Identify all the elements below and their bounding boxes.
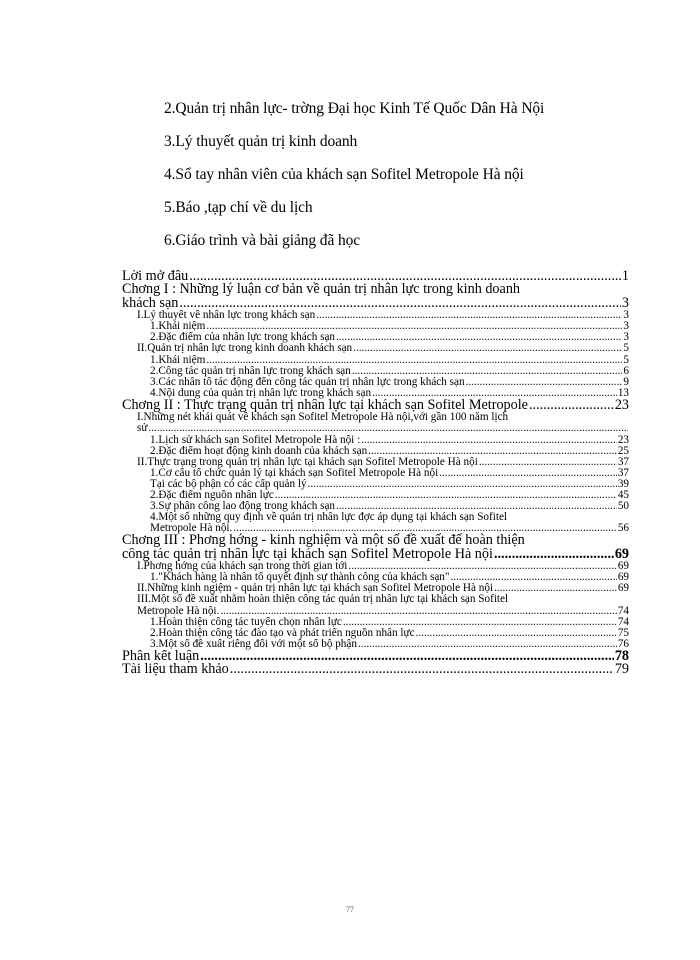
toc-entry bbox=[122, 310, 629, 321]
toc-title: Tài liệu tham khảo bbox=[122, 663, 229, 677]
toc-page: 23 bbox=[617, 434, 629, 446]
toc-page: 69 bbox=[617, 583, 629, 595]
toc-entry bbox=[122, 366, 629, 377]
toc-title: 3.Các nhân tố tác động đến công tác quản trị nhân lực trong khách sạn bbox=[150, 376, 465, 388]
toc-page: 45 bbox=[617, 489, 629, 501]
toc-chapter-title: Chơng III : Phơng hớng - kinh nghiệm và một số đề xuất để hoàn thiện bbox=[122, 532, 525, 549]
toc-section-title: 4.Một số những quy định về quản trị nhân lực đợc áp dụng tại khách sạn Sofitel bbox=[150, 511, 508, 524]
toc-title: 2.Đặc điểm hoạt động kinh doanh của khách sạn bbox=[150, 445, 368, 457]
toc-entry bbox=[122, 355, 629, 366]
reference-item: 3.Lý thuyết quản trị kinh doanh bbox=[164, 133, 358, 150]
toc-page: 5 bbox=[623, 354, 629, 366]
toc-entry bbox=[122, 343, 629, 354]
toc-title: 2.Đặc điểm nguồn nhân lực bbox=[150, 489, 274, 501]
page-number: 77 bbox=[346, 905, 354, 914]
toc-title: II.Quản trị nhân lực trong kinh doanh khách sạn bbox=[137, 343, 353, 355]
toc-page: 3 bbox=[623, 321, 629, 333]
toc-page: 3 bbox=[623, 310, 629, 322]
toc-title: Chơng II : Thực trạng quản trị nhân lực tại khách sạn Sofitel Metropole bbox=[122, 398, 528, 413]
table-of-contents bbox=[122, 270, 629, 677]
toc-title: 2.Hoàn thiện công tác đào tạo và phát triển nguồn nhân lực bbox=[150, 627, 415, 639]
toc-page: 13 bbox=[617, 387, 629, 399]
toc-entry bbox=[122, 297, 629, 310]
toc-page: 56 bbox=[617, 523, 629, 535]
toc-entry bbox=[122, 388, 629, 399]
reference-item: 2.Quản trị nhân lực- trờng Đại học Kinh Tế Quốc Dân Hà Nội bbox=[164, 100, 545, 117]
toc-entry bbox=[122, 572, 629, 583]
toc-entry bbox=[122, 639, 629, 650]
toc-entry bbox=[122, 332, 629, 343]
toc-title: Lời mở đầu bbox=[122, 270, 189, 284]
toc-page: 79 bbox=[614, 663, 629, 677]
toc-page: 78 bbox=[614, 649, 629, 664]
toc-entry bbox=[122, 548, 629, 561]
toc-title: 1.Cơ cấu tổ chức quản lý tại khách sạn Sofitel Metropole Hà nội bbox=[150, 467, 439, 479]
toc-section-title: I.Những nét khái quát về khách sạn Sofitel Metropole Hà nội,với gần 100 năm lịch bbox=[137, 411, 509, 424]
toc-page: 39 bbox=[617, 478, 629, 490]
toc-page: 69 bbox=[614, 547, 629, 562]
toc-page: 23 bbox=[614, 398, 629, 413]
toc-section-title: III.Một số đề xuất nhằm hoàn thiện công tác quản trị nhân lực tại khách sạn Sofitel bbox=[137, 593, 509, 606]
toc-entry bbox=[122, 663, 629, 676]
toc-entry bbox=[122, 650, 629, 663]
toc-page: 6 bbox=[623, 365, 629, 377]
toc-page: 75 bbox=[617, 627, 629, 639]
toc-page: 5 bbox=[623, 343, 629, 355]
toc-title: Metropole Hà nội. bbox=[137, 605, 220, 617]
toc-title: 1."Khách hàng là nhân tố quyết định sự thành công của khách sạn" bbox=[150, 572, 450, 584]
toc-entry bbox=[122, 377, 629, 388]
toc-page: 37 bbox=[617, 456, 629, 468]
toc-entry bbox=[122, 399, 629, 412]
toc-entry bbox=[122, 479, 629, 490]
toc-title: sử bbox=[137, 423, 148, 435]
toc-entry bbox=[122, 606, 629, 617]
toc-page: 9 bbox=[623, 376, 629, 388]
toc-entry bbox=[122, 628, 629, 639]
toc-page: 74 bbox=[617, 605, 629, 617]
toc-entry bbox=[122, 490, 629, 501]
toc-chapter-title: Chơng I : Những lý luận cơ bản về quản trị nhân lực trong kinh doanh bbox=[122, 281, 521, 298]
toc-page: 50 bbox=[617, 501, 629, 513]
reference-item: 5.Báo ,tạp chí về du lịch bbox=[164, 199, 313, 216]
toc-page: 76 bbox=[617, 638, 629, 650]
toc-title: Phần kết luận bbox=[122, 649, 200, 664]
toc-title: 4.Nội dung của quản trị nhân lực trong khách sạn bbox=[150, 387, 372, 399]
toc-entry bbox=[122, 561, 629, 572]
toc-title: II.Thực trạng trong quản trị nhân lực tại khách sạn Sofitel Metropole Hà nội bbox=[137, 456, 478, 468]
reference-list bbox=[164, 98, 644, 263]
toc-title: Metropole Hà nội. bbox=[150, 523, 233, 535]
toc-entry bbox=[122, 457, 629, 468]
toc-title: 2.Công tác quản trị nhân lực trong khách sạn bbox=[150, 365, 351, 377]
toc-title: 1.Hoàn thiện công tác tuyển chọn nhân lực bbox=[150, 616, 342, 628]
toc-title: công tác quản trị nhân lực tại khách sạn Sofitel Metropole Hà nội bbox=[122, 547, 493, 562]
toc-page: 37 bbox=[617, 467, 629, 479]
toc-title: II.Những kinh ngiệm - quản trị nhân lực tại khách sạn Sofitel Metropole Hà nội bbox=[137, 583, 494, 595]
toc-title: I.Lý thuyết về nhân lực trong khách sạn bbox=[137, 310, 316, 322]
toc-title: 3.Sự phân công lao động trong khách sạn bbox=[150, 501, 336, 513]
toc-page: 69 bbox=[617, 572, 629, 584]
toc-title: 1.Khái niệm bbox=[150, 354, 206, 366]
toc-title: I.Phơng hớng của khách sạn trong thời gian tới bbox=[137, 561, 348, 573]
toc-title: 3.Một số đề xuất riêng đối với một số bộ phận bbox=[150, 638, 357, 650]
reference-item: 6.Giáo trình và bài giảng đã học bbox=[164, 232, 361, 249]
toc-title: 1.Lịch sử khách sạn Sofitel Metropole Hà nội : bbox=[150, 434, 361, 446]
reference-item: 4.Sổ tay nhân viên của khách sạn Sofitel Metropole Hà nội bbox=[164, 166, 524, 183]
toc-title: 1.Khái niệm bbox=[150, 321, 206, 333]
toc-page: 69 bbox=[617, 561, 629, 573]
toc-entry bbox=[122, 435, 629, 446]
toc-entry bbox=[122, 446, 629, 457]
toc-entry bbox=[122, 617, 629, 628]
toc-page: 1 bbox=[621, 270, 629, 284]
toc-title: khách sạn bbox=[122, 296, 179, 311]
toc-entry bbox=[122, 468, 629, 479]
toc-page: 3 bbox=[621, 296, 629, 311]
toc-entry bbox=[122, 423, 629, 434]
toc-page: 3 bbox=[623, 332, 629, 344]
toc-page: 25 bbox=[617, 445, 629, 457]
toc-title: 2.Đặc điểm của nhân lực trong khách sạn bbox=[150, 332, 335, 344]
toc-title: Tại các bộ phận có các cấp quản lý bbox=[150, 478, 307, 490]
toc-entry bbox=[122, 321, 629, 332]
toc-page: 74 bbox=[617, 616, 629, 628]
